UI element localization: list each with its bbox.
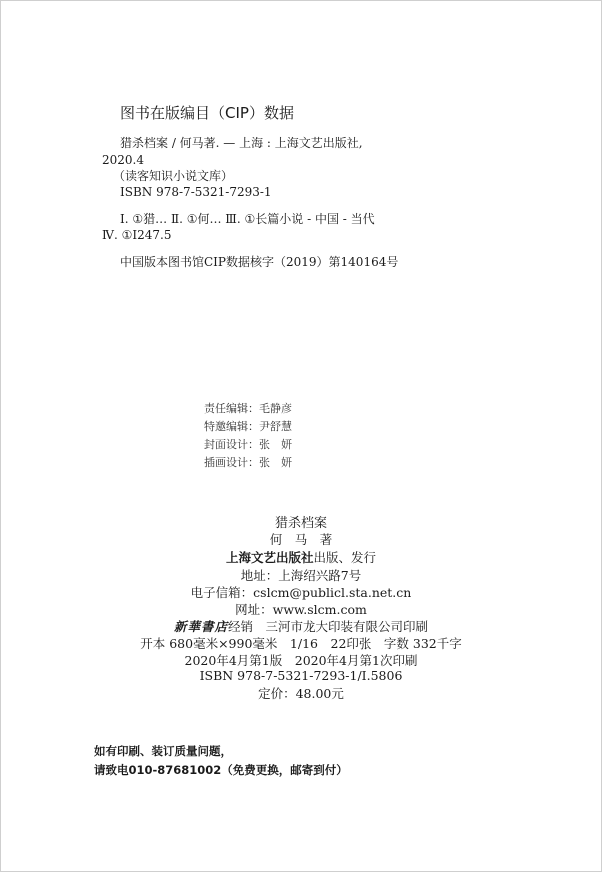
quality-notice-line2: 请致电010-87681002（免费更换，邮寄到付）: [94, 763, 348, 777]
staff-role: 封面设计：: [204, 438, 259, 451]
colophon-email: 电子信箱：cslcm@publicl.sta.net.cn: [190, 585, 412, 600]
quality-notice-line1: 如有印刷、装订质量问题，: [94, 744, 232, 758]
colophon-edition: 2020年4月第1版 2020年4月第1次印刷: [184, 653, 418, 668]
distributor-printer: 经销 三河市龙大印装有限公司印刷: [228, 619, 429, 634]
staff-row: [171, 436, 292, 452]
staff-row: [171, 400, 292, 416]
cip-classification-line: Ⅰ. ①猎… Ⅱ. ①何… Ⅲ. ①长篇小说 - 中国 - 当代: [120, 212, 375, 226]
staff-name: 毛静彦: [259, 402, 292, 415]
colophon-distributor: [1, 617, 601, 635]
colophon-website: 网址：www.slcm.com: [235, 602, 367, 617]
staff-name: 张 妍: [259, 456, 292, 469]
publisher-role: 出版、发行: [313, 550, 377, 565]
staff-role: 插画设计：: [204, 456, 259, 469]
colophon-author: 何 马 著: [269, 532, 333, 547]
distributor-name: 新華書店: [173, 619, 228, 634]
staff-row: [171, 418, 292, 434]
staff-row: [171, 454, 292, 470]
cip-classification-number: Ⅳ. ①I247.5: [102, 228, 172, 242]
colophon-address: 地址：上海绍兴路7号: [240, 568, 362, 583]
colophon-publisher: [1, 548, 601, 566]
publisher-name: 上海文艺出版社: [225, 550, 314, 565]
cip-isbn-line: ISBN 978-7-5321-7293-1: [120, 185, 272, 199]
staff-role: 责任编辑：: [204, 402, 259, 415]
cip-bibliographic-line: 猎杀档案 / 何马著. — 上海 : 上海文艺出版社,: [120, 136, 363, 150]
cip-series-line: （读客知识小说文库）: [113, 169, 234, 183]
staff-name: 尹舒慧: [259, 420, 292, 433]
colophon-isbn: ISBN 978-7-5321-7293-1/I.5806: [199, 668, 403, 683]
staff-name: 张 妍: [259, 438, 292, 451]
colophon-specs: 开本 680毫米×990毫米 1/16 22印张 字数 332千字: [140, 636, 462, 651]
cip-title: 图书在版编目（CIP）数据: [120, 104, 294, 122]
cip-record-number: 中国版本图书馆CIP数据核字（2019）第140164号: [120, 255, 399, 269]
colophon-book-title: 猎杀档案: [274, 516, 327, 531]
staff-role: 特邀编辑：: [204, 420, 259, 433]
colophon-price: 定价：48.00元: [258, 686, 344, 701]
cip-date-line: 2020.4: [102, 153, 144, 167]
